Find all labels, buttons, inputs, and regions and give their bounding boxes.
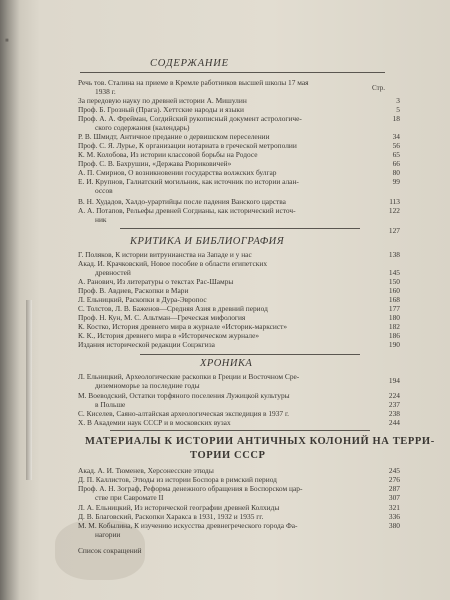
toc-entry: В. Н. Худадов, Халдо-урартийцы после падения Ванского царства: [78, 197, 286, 206]
toc-page: 80: [392, 168, 400, 177]
toc-page: 238: [388, 409, 400, 418]
toc-entry: ского содержания (календарь): [95, 123, 190, 132]
toc-page: 3: [396, 96, 400, 105]
toc-entry: древностей: [95, 268, 131, 277]
toc-entry: ник: [95, 215, 107, 224]
toc-page: 65: [392, 150, 400, 159]
toc-entry: Проф. А. А. Фрейман, Согдийский рукописный документ астрологиче-: [78, 114, 302, 123]
toc-page: 237: [388, 400, 400, 409]
toc-entry: К. Костко, История древнего мира в журнале «Историк-марксист»: [78, 322, 288, 331]
toc-entry: Список сокращений: [78, 546, 142, 555]
toc-entry: нагории: [95, 530, 121, 539]
toc-entry: в Польше: [95, 400, 126, 409]
section-rule: [120, 228, 360, 229]
toc-entry: С. Толстов, Л. В. Баженов—Средняя Азия в древний период: [78, 304, 268, 313]
margin-mark: ■: [5, 38, 9, 44]
section-rule: [110, 430, 370, 431]
toc-entry: Е. И. Крупнов, Галиатский могильник, как источник по истории алан-: [78, 177, 299, 186]
toc-page: 34: [392, 132, 400, 141]
toc-page: 5: [396, 105, 400, 114]
toc-page: 138: [388, 250, 400, 259]
toc-entry: Р. В. Шмидт, Античное предание о дервишском переселении: [78, 132, 270, 141]
toc-page: 321: [388, 503, 400, 512]
toc-entry: М. Воеводский, Остатки торфяного поселения Лужицкой культуры: [78, 391, 290, 400]
contents-title: СОДЕРЖАНИЕ: [150, 58, 229, 69]
toc-entry: Проф. С. В. Бахрушин, «Держава Рюриковичей»: [78, 159, 232, 168]
toc-entry: М. М. Кобылина, К изучению искусства древнегреческого города Фа-: [78, 521, 298, 530]
section-rule: [140, 354, 360, 355]
toc-page: 336: [388, 512, 400, 521]
toc-entry: За передовую науку по древней истории А. Мишулин: [78, 96, 247, 105]
toc-page: 380: [388, 521, 400, 530]
toc-page: 113: [389, 197, 400, 206]
toc-page: 177: [388, 304, 400, 313]
toc-page: 180: [388, 313, 400, 322]
toc-page: 276: [388, 475, 400, 484]
toc-page: 66: [392, 159, 400, 168]
toc-entry: Д. В. Благовский, Раскопки Харакса в 1931, 1932 и 1935 гг.: [78, 512, 264, 521]
toc-entry: Проф. С. Я. Лурье, К организации нотариата в греческой метрополии: [78, 141, 297, 150]
toc-page: 186: [388, 331, 400, 340]
toc-entry: Акад. А. И. Тюменев, Херсонесские этюды: [78, 466, 214, 475]
toc-entry: Проф. Б. Грозный (Прага). Хеттские народы и языки: [78, 105, 244, 114]
toc-entry: Л. Ельницкий, Археологические раскопки в Греции и Восточном Сре-: [78, 372, 300, 381]
toc-entry: Проф. А. Н. Зограф, Реформа денежного обращения в Боспорском цар-: [78, 484, 303, 493]
toc-entry: 1938 г.: [95, 87, 116, 96]
toc-page: 245: [388, 466, 400, 475]
toc-entry: Л. Ельницкий, Раскопки в Дура-Эвропос: [78, 295, 207, 304]
toc-page: 244: [388, 418, 400, 427]
toc-entry: А. Ранович, Из литературы о текстах Рас-Шамры: [78, 277, 234, 286]
section-heading: ХРОНИКА: [200, 358, 253, 369]
toc-entry: стве при Савромате II: [95, 493, 164, 502]
toc-page: 18: [392, 114, 400, 123]
title-rule: [80, 72, 385, 73]
toc-page: 150: [388, 277, 400, 286]
toc-entry: диземноморье за последние годы: [95, 381, 200, 390]
toc-entry: Издания исторической редакции Соцэкгиза: [78, 340, 215, 349]
toc-entry: Х. В Академии наук СССР и в московских вузах: [78, 418, 231, 427]
toc-entry: оссов: [95, 186, 113, 195]
toc-page: 145: [388, 268, 400, 277]
toc-page: 127: [388, 226, 400, 235]
toc-entry: Л. А. Ельницкий, Из исторической географии древней Колхиды: [78, 503, 280, 512]
toc-entry: Д. П. Каллистов, Этюды из истории Боспора в римский период: [78, 475, 277, 484]
toc-entry: А. А. Потапов, Рельефы древней Согдианы, как исторический источ-: [78, 206, 296, 215]
section-heading-continued: ТОРИИ СССР: [190, 450, 266, 461]
toc-page: 56: [392, 141, 400, 150]
toc-page: 190: [388, 340, 400, 349]
toc-page: 99: [392, 177, 400, 186]
toc-entry: А. П. Смирнов, О возникновении государства волжских булгар: [78, 168, 277, 177]
toc-entry: Г. Поляков, К истории витрунианства на Западе и у нас: [78, 250, 252, 259]
toc-page: 194: [388, 376, 400, 385]
toc-page: 182: [388, 322, 400, 331]
toc-entry: Проф. В. Авдиев, Раскопки в Мари: [78, 286, 189, 295]
toc-entry: Акад. И. Крачковский, Новое пособие в области египетских: [78, 259, 268, 268]
toc-entry: С. Киселев, Саяно-алтайская археологическая экспедиция в 1937 г.: [78, 409, 289, 418]
page-column-label: Стр.: [372, 84, 385, 92]
section-heading: МАТЕРИАЛЫ К ИСТОРИИ АНТИЧНЫХ КОЛОНИЙ НА ТЕРРИ-: [85, 436, 435, 447]
toc-page: 287: [388, 484, 400, 493]
toc-entry: Речь тов. Сталина на приеме в Кремле работников высшей школы 17 мая: [78, 78, 309, 87]
toc-entry: К. К., История древнего мира в «Историческом журнале»: [78, 331, 260, 340]
toc-page: 160: [388, 286, 400, 295]
toc-entry: Проф. Н. Кун, М. С. Альтман—Греческая мифология: [78, 313, 246, 322]
toc-page: 122: [388, 206, 400, 215]
toc-page: 224: [388, 391, 400, 400]
toc-entry: К. М. Колобова, Из истории классовой борьбы на Родосе: [78, 150, 258, 159]
binding-fold: [26, 300, 32, 480]
toc-page: 168: [388, 295, 400, 304]
section-heading: КРИТИКА И БИБЛИОГРАФИЯ: [130, 236, 285, 247]
toc-page: 307: [388, 493, 400, 502]
